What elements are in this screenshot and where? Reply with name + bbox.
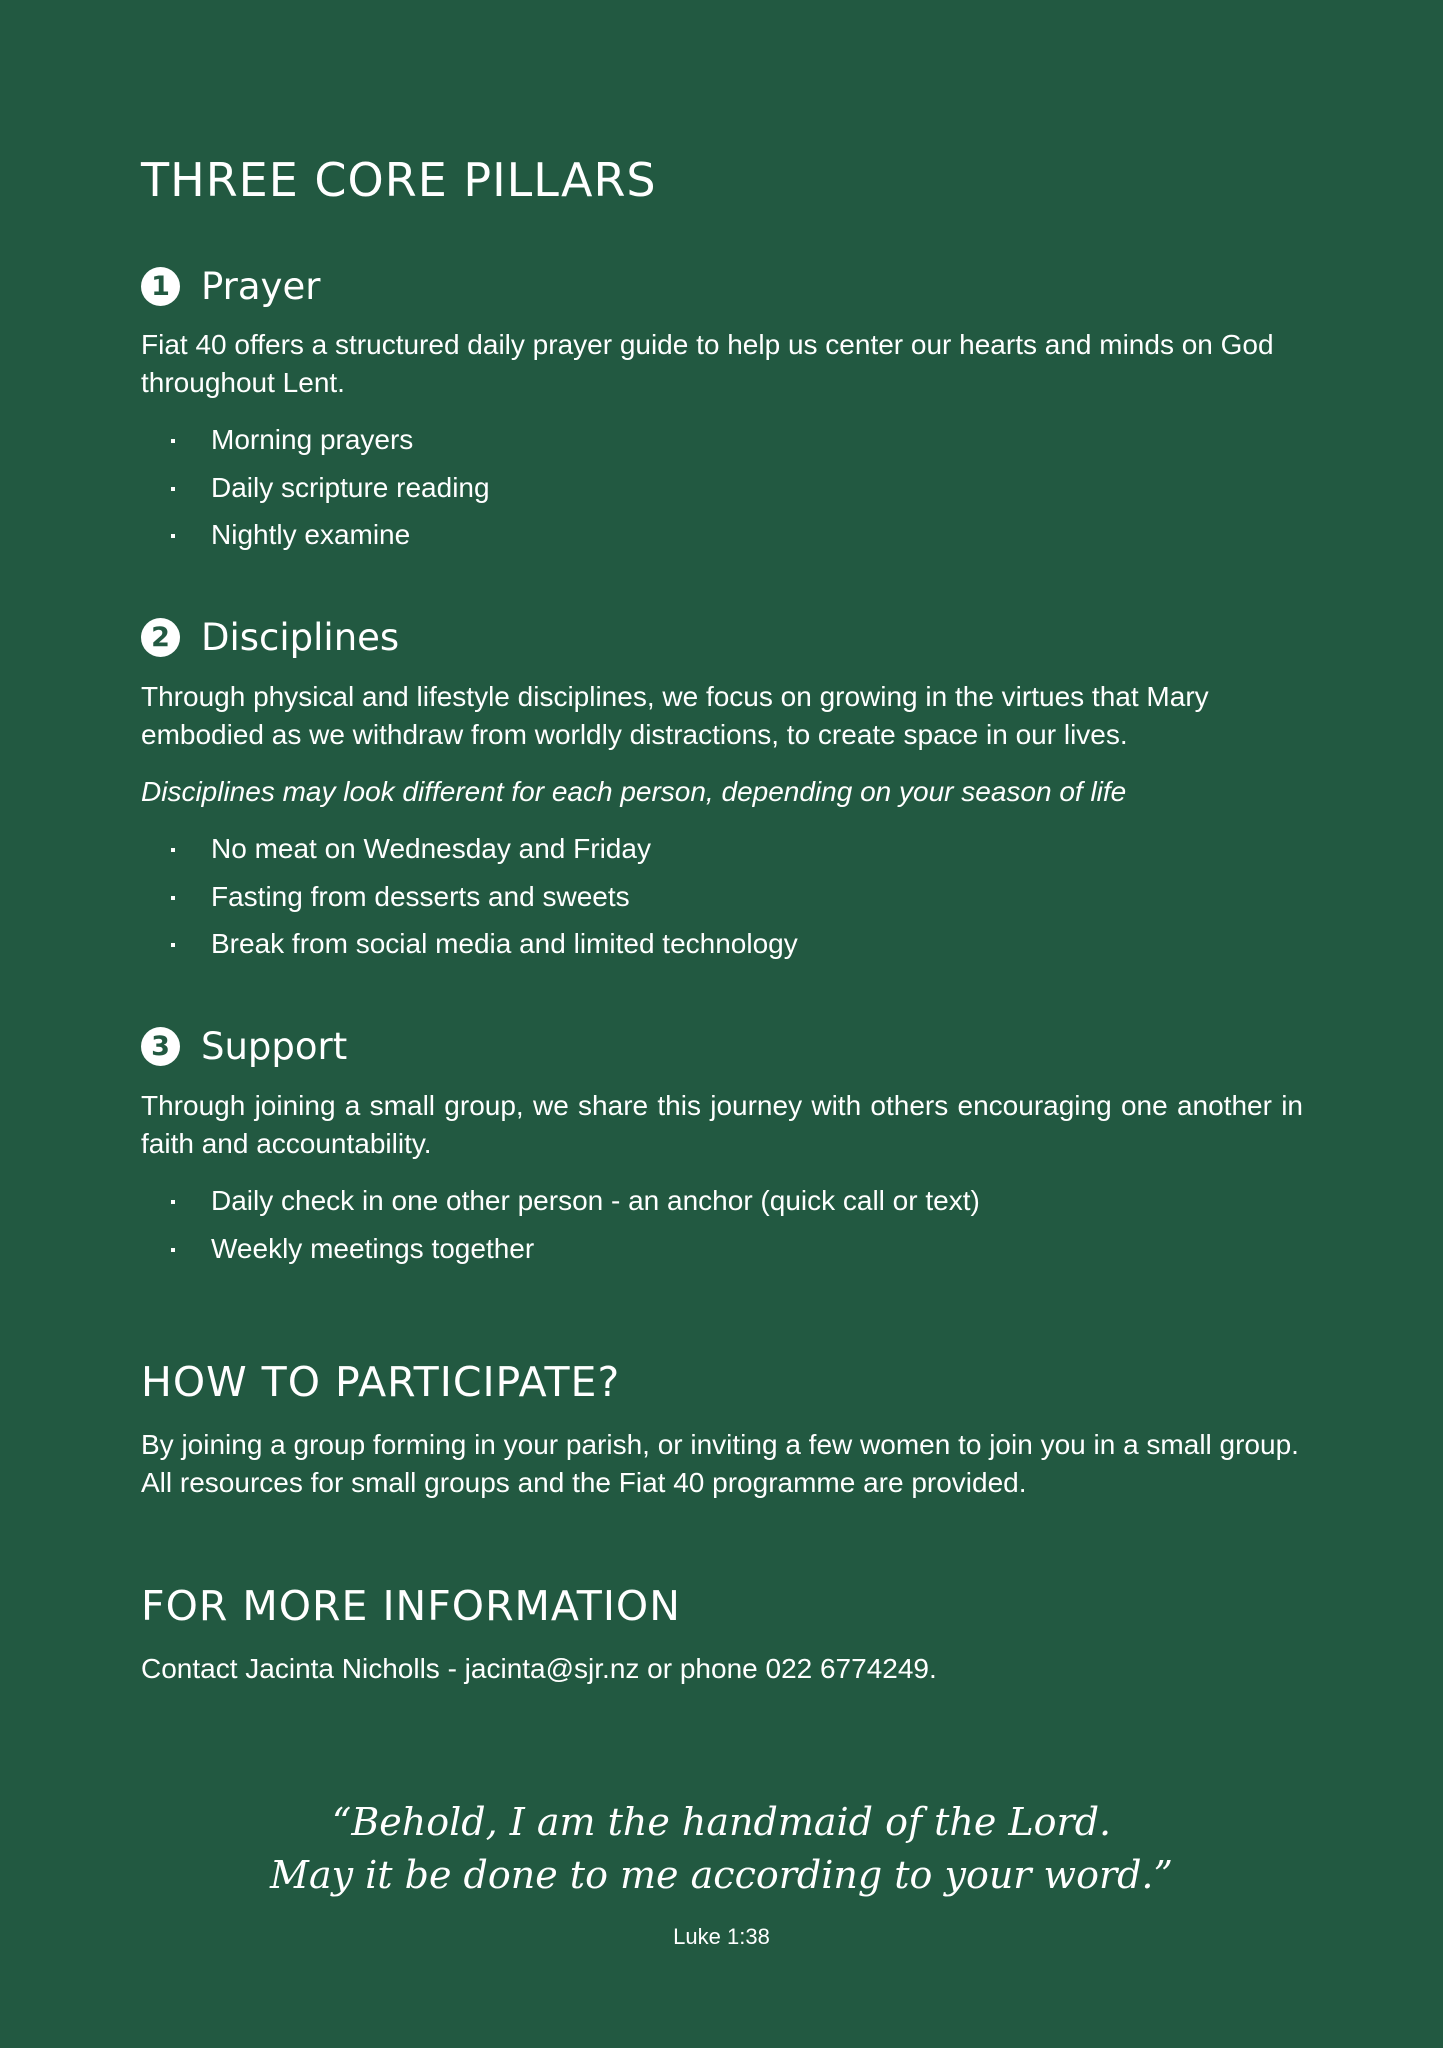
bullet-icon: [171, 487, 175, 491]
bullet-icon: [171, 1200, 175, 1204]
pillar-heading-support: [141, 1025, 347, 1068]
quote-line-1: “Behold, I am the handmaid of the Lord.: [331, 1800, 1112, 1844]
list-item: Daily check in one other person - an anchor (quick call or text): [141, 1177, 1303, 1225]
pillar-heading-prayer: [141, 265, 320, 308]
bullet-icon: [171, 848, 175, 852]
pillar-description: Through joining a small group, we share this journey with others encouraging one another in faith and accountability.: [141, 1090, 1303, 1159]
number-badge-icon: 3: [141, 1027, 180, 1066]
list-item: Fasting from desserts and sweets: [141, 873, 1303, 921]
number-badge-icon: 2: [141, 618, 180, 657]
list-item: Weekly meetings together: [141, 1225, 1303, 1273]
pillar-description: Through physical and lifestyle disciplines, we focus on growing in the virtues that Mary embodied as we withdraw from worldly distractions, to create space in our lives.: [141, 681, 1209, 750]
bullet-icon: [171, 534, 175, 538]
pillar-note: Disciplines may look different for each person, depending on your season of life: [141, 776, 1127, 807]
quote-line-2: May it be done to me according to your word.”: [270, 1853, 1173, 1897]
list-item: Break from social media and limited technology: [141, 920, 1303, 968]
pillar-title: Support: [201, 1025, 348, 1068]
prayer-list: [141, 416, 1303, 559]
number-badge-icon: 1: [141, 267, 180, 306]
pillar-title: Prayer: [201, 265, 321, 308]
scripture-quote: [0, 1796, 1443, 1902]
section-title-info: FOR MORE INFORMATION: [141, 1582, 681, 1630]
section-title-pillars: THREE CORE PILLARS: [141, 153, 657, 207]
list-item: Daily scripture reading: [141, 464, 1303, 512]
section-title-participate: HOW TO PARTICIPATE?: [141, 1358, 621, 1406]
pillar-heading-disciplines: [141, 616, 399, 659]
contact-text: Contact Jacinta Nicholls - jacinta@sjr.nz or phone 022 6774249.: [141, 1653, 937, 1684]
bullet-icon: [171, 1248, 175, 1252]
list-item: Morning prayers: [141, 416, 1303, 464]
bullet-icon: [171, 943, 175, 947]
disciplines-list: [141, 825, 1303, 968]
quote-citation: Luke 1:38: [673, 1924, 770, 1949]
list-item: No meat on Wednesday and Friday: [141, 825, 1303, 873]
bullet-icon: [171, 896, 175, 900]
participate-text: By joining a group forming in your parish, or inviting a few women to join you in a small group. All resources for small groups and the Fiat 40 programme are provided.: [141, 1429, 1299, 1498]
pillar-description: Fiat 40 offers a structured daily prayer guide to help us center our hearts and minds on God throughout Lent.: [141, 329, 1274, 398]
pillar-title: Disciplines: [201, 616, 400, 659]
list-item: Nightly examine: [141, 511, 1303, 559]
bullet-icon: [171, 439, 175, 443]
support-list: [141, 1177, 1303, 1272]
